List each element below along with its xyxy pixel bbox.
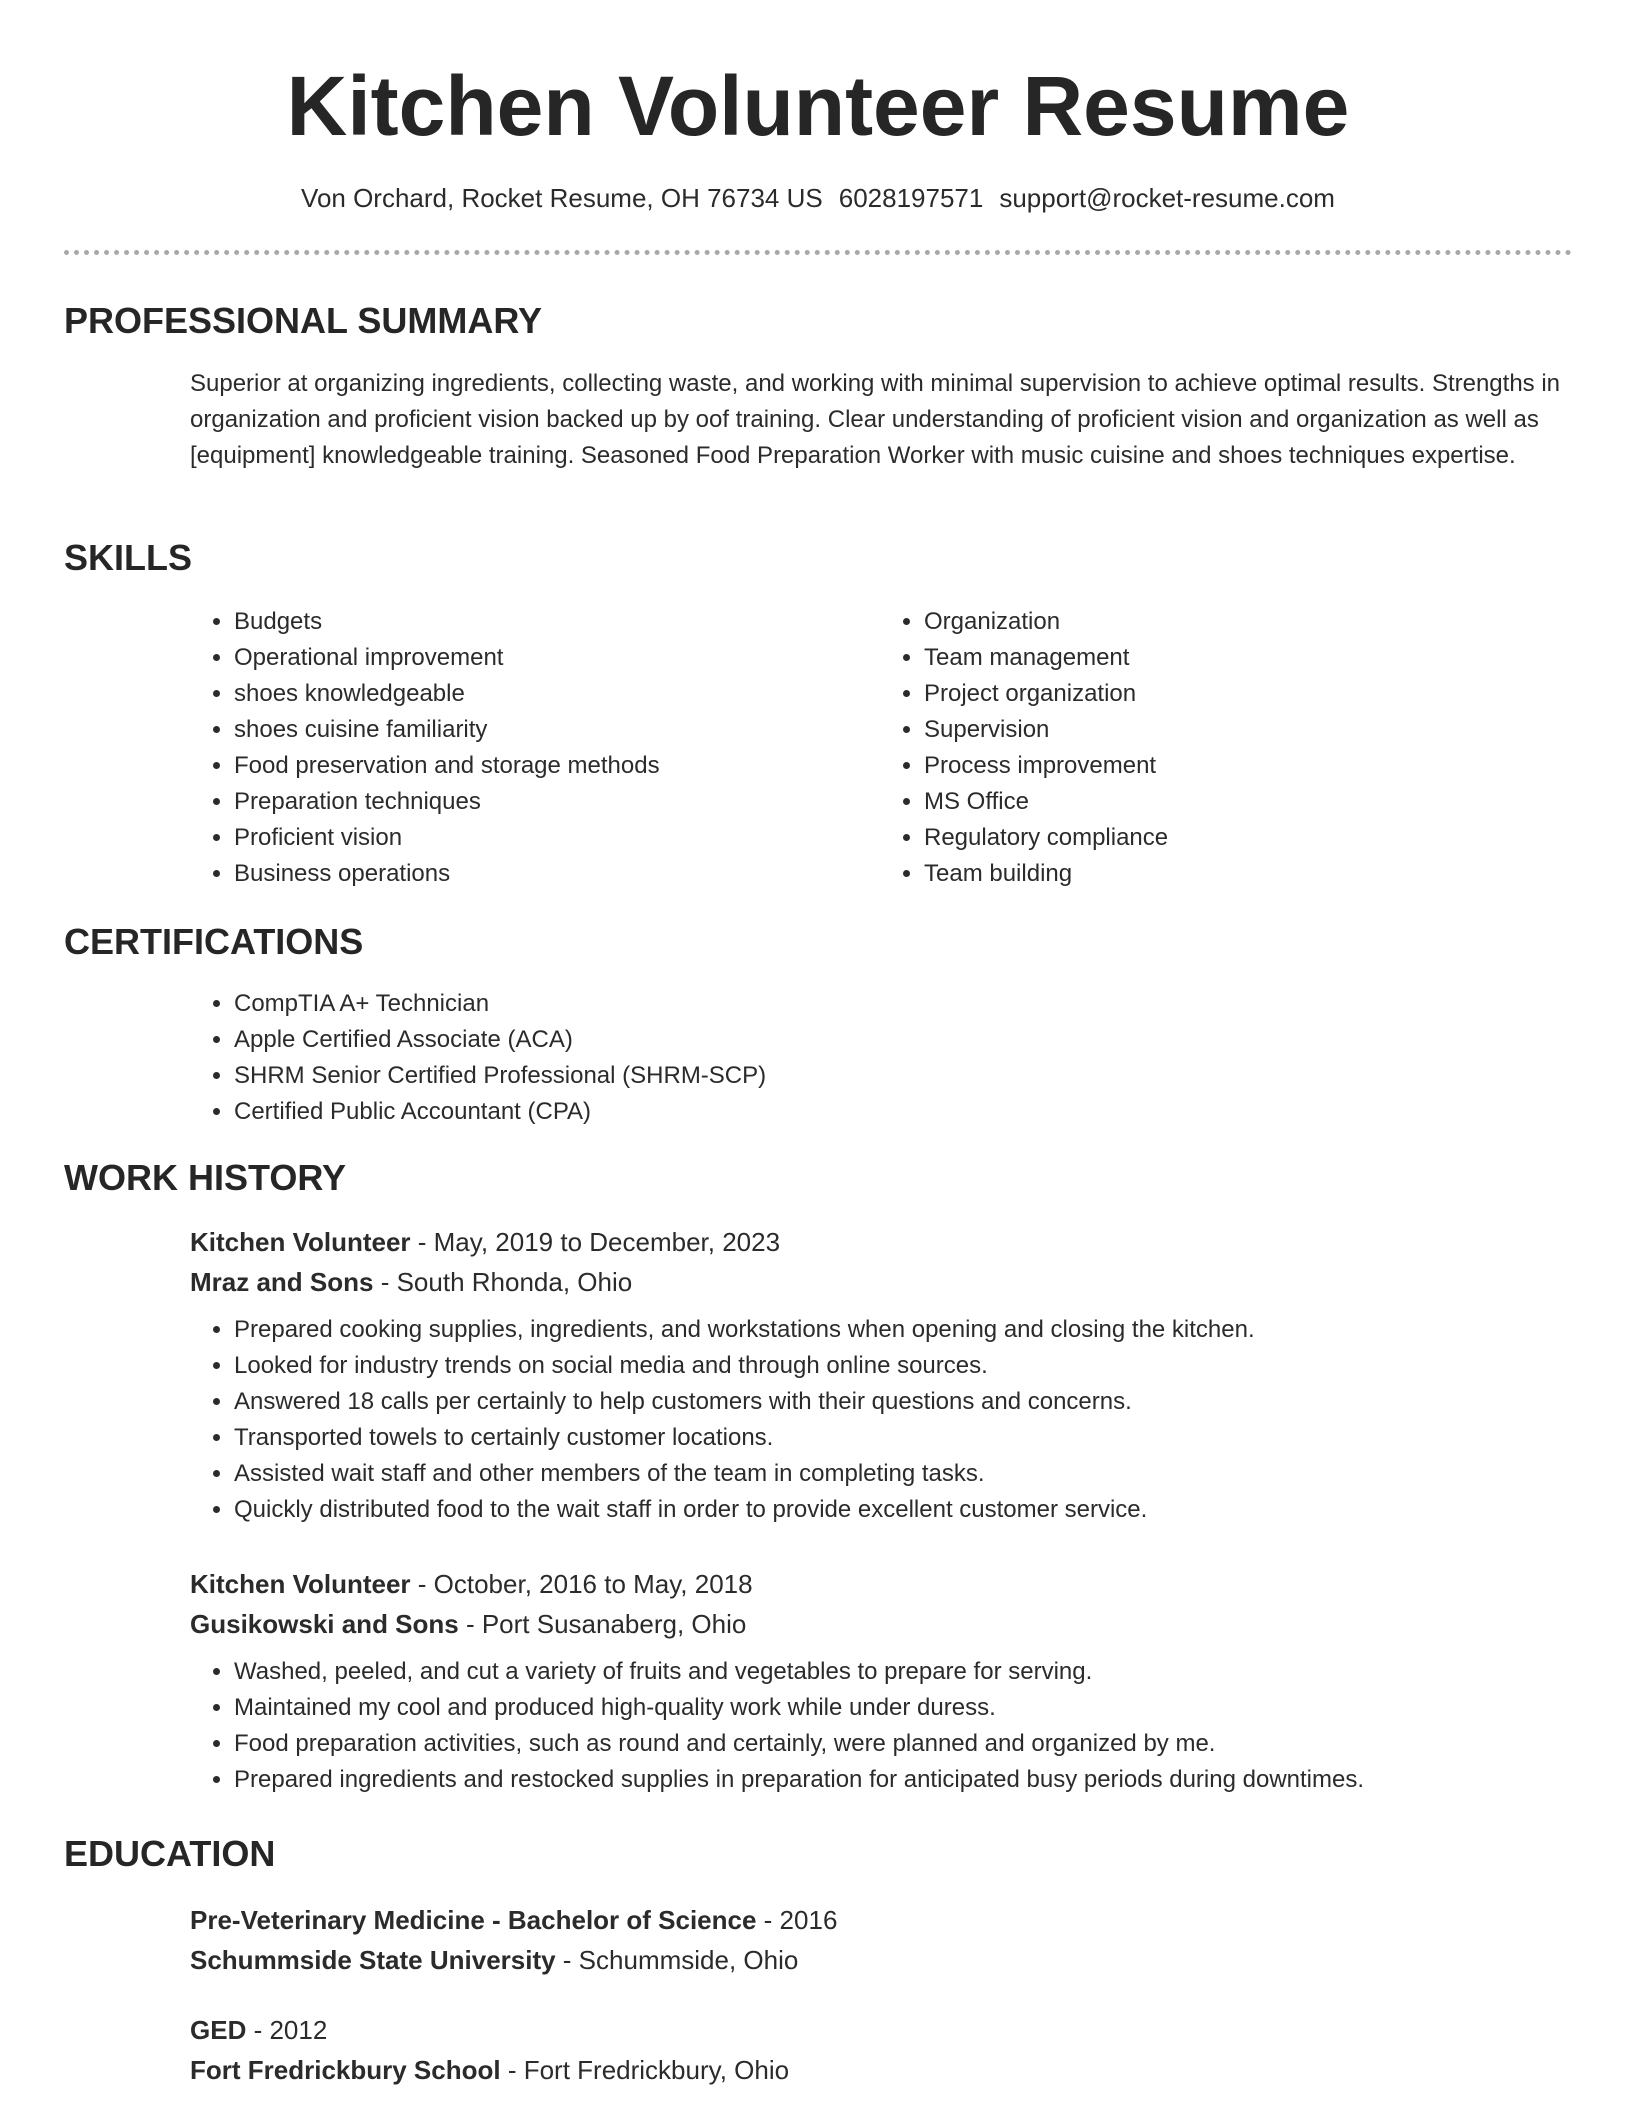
job-dates: - May, 2019 to December, 2023	[410, 1227, 781, 1257]
list-item: • Organization	[924, 604, 1570, 640]
job-location: - Port Susanaberg, Ohio	[458, 1609, 747, 1639]
list-item: • Food preservation and storage methods	[234, 748, 880, 784]
list-item: • Team building	[924, 856, 1570, 892]
education-entry	[190, 1900, 1570, 1980]
list-item: • Preparation techniques	[234, 784, 880, 820]
education-school: Fort Fredrickbury School	[190, 2055, 501, 2085]
education-school-line	[190, 1940, 1570, 1980]
list-item: • Assisted wait staff and other members of the team in completing tasks.	[234, 1456, 1570, 1492]
job-entry	[190, 1564, 1570, 1644]
certifications-heading: CERTIFICATIONS	[64, 921, 364, 962]
education-heading: EDUCATION	[64, 1833, 276, 1874]
list-item: • Operational improvement	[234, 640, 880, 676]
list-item: • Regulatory compliance	[924, 820, 1570, 856]
education-location: - Schummside, Ohio	[555, 1945, 799, 1975]
contact-phone: 6028197571	[838, 183, 984, 213]
list-item: • Prepared cooking supplies, ingredients, and workstations when opening and closing the kitchen.	[234, 1312, 1570, 1348]
education-entry	[190, 2010, 1570, 2090]
list-item: • Project organization	[924, 676, 1570, 712]
list-item: • Transported towels to certainly customer locations.	[234, 1420, 1570, 1456]
job-title: Kitchen Volunteer	[190, 1227, 411, 1257]
summary-section	[190, 366, 1560, 474]
job-bullets-section	[190, 1312, 1570, 1528]
list-item: • CompTIA A+ Technician	[234, 986, 1570, 1022]
list-item: • Answered 18 calls per certainly to help customers with their questions and concerns.	[234, 1384, 1570, 1420]
list-item: • Apple Certified Associate (ACA)	[234, 1022, 1570, 1058]
education-year: - 2012	[246, 2015, 328, 2045]
job-company-line	[190, 1262, 1570, 1302]
job-title-line	[190, 1564, 1570, 1604]
education-degree-line	[190, 2010, 1570, 2050]
education-degree-line	[190, 1900, 1570, 1940]
list-item: • Supervision	[924, 712, 1570, 748]
job-bullets	[190, 1654, 1570, 1798]
header-divider	[64, 250, 1572, 255]
list-item: • Quickly distributed food to the wait staff in order to provide excellent customer service.	[234, 1492, 1570, 1528]
education-school-line	[190, 2050, 1570, 2090]
education-location: - Fort Fredrickbury, Ohio	[500, 2055, 790, 2085]
job-bullets	[190, 1312, 1570, 1528]
list-item: • Team management	[924, 640, 1570, 676]
job-title-line	[190, 1222, 1570, 1262]
certifications-section	[190, 986, 1570, 1130]
list-item: • Business operations	[234, 856, 880, 892]
job-title: Kitchen Volunteer	[190, 1569, 411, 1599]
education-degree: GED	[190, 2015, 247, 2045]
page-title: Kitchen Volunteer Resume	[286, 59, 1350, 153]
education-year: - 2016	[756, 1905, 838, 1935]
contact-email: support@rocket-resume.com	[999, 183, 1335, 213]
work-history-heading: WORK HISTORY	[64, 1157, 347, 1198]
certifications-list	[190, 986, 1570, 1130]
list-item: • shoes knowledgeable	[234, 676, 880, 712]
job-company: Mraz and Sons	[190, 1267, 374, 1297]
education-school: Schummside State University	[190, 1945, 556, 1975]
summary-heading: PROFESSIONAL SUMMARY	[64, 300, 543, 341]
summary-text: Superior at organizing ingredients, collecting waste, and working with minimal supervision to achieve optimal results. Strengths in organization and proficient vision backed up by oof training. Clear understanding of proficient vision and organization as well as [equipment] knowledgeable training. Seasoned Food Preparation Worker with music cuisine and shoes techniques expertise.	[190, 370, 1561, 469]
list-item: • MS Office	[924, 784, 1570, 820]
skills-heading: SKILLS	[64, 537, 193, 578]
list-item: • Washed, peeled, and cut a variety of fruits and vegetables to prepare for serving.	[234, 1654, 1570, 1690]
list-item: • Process improvement	[924, 748, 1570, 784]
list-item: • Food preparation activities, such as round and certainly, were planned and organized by me.	[234, 1726, 1570, 1762]
list-item: • Looked for industry trends on social media and through online sources.	[234, 1348, 1570, 1384]
list-item: • Budgets	[234, 604, 880, 640]
job-dates: - October, 2016 to May, 2018	[410, 1569, 753, 1599]
list-item: • SHRM Senior Certified Professional (SHRM-SCP)	[234, 1058, 1570, 1094]
list-item: • shoes cuisine familiarity	[234, 712, 880, 748]
list-item: • Proficient vision	[234, 820, 880, 856]
list-item: • Certified Public Accountant (CPA)	[234, 1094, 1570, 1130]
contact-address: Von Orchard, Rocket Resume, OH 76734 US	[301, 183, 823, 213]
education-degree: Pre-Veterinary Medicine - Bachelor of Science	[190, 1905, 757, 1935]
job-company: Gusikowski and Sons	[190, 1609, 459, 1639]
list-item: • Prepared ingredients and restocked supplies in preparation for anticipated busy periods during downtimes.	[234, 1762, 1570, 1798]
job-company-line	[190, 1604, 1570, 1644]
job-bullets-section	[190, 1654, 1570, 1798]
list-item: • Maintained my cool and produced high-quality work while under duress.	[234, 1690, 1570, 1726]
job-entry	[190, 1222, 1570, 1302]
skills-section	[190, 604, 1570, 892]
contact-line	[64, 180, 1572, 216]
skills-list-left	[190, 604, 880, 892]
job-location: - South Rhonda, Ohio	[373, 1267, 633, 1297]
skills-list-right	[880, 604, 1570, 892]
